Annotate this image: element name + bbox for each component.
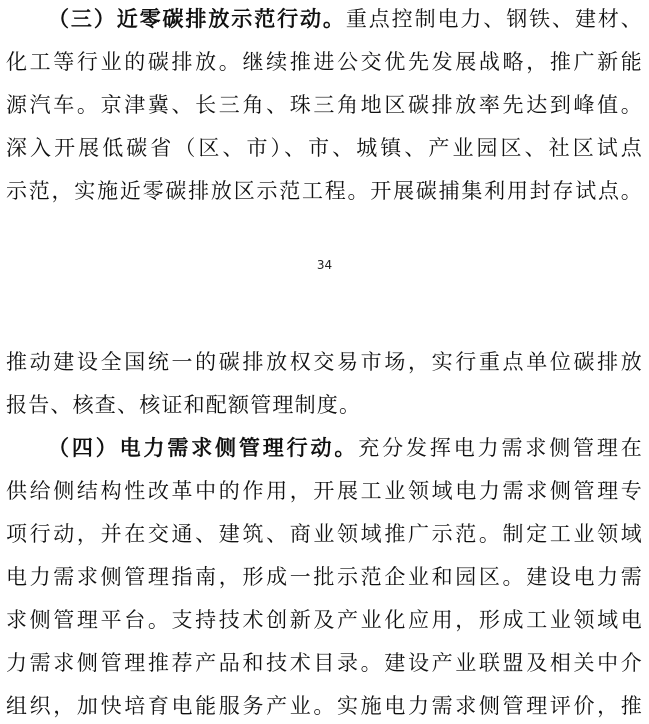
paragraph-line: 组织，加快培育电能服务产业。实施电力需求侧管理评价，推 bbox=[6, 694, 643, 718]
paragraph-text: 充分发挥电力需求侧管理在 bbox=[358, 436, 643, 460]
paragraph-line: 力需求侧管理推荐产品和技术目录。建设产业联盟及相关中介 bbox=[6, 651, 643, 675]
paragraph-text: 重点控制电力、钢铁、建材、 bbox=[345, 7, 643, 31]
section-four-first-line bbox=[48, 433, 643, 463]
paragraph-line: 深入开展低碳省（区、市）、市、城镇、产业园区、社区试点 bbox=[6, 136, 643, 160]
paragraph-line: 化工等行业的碳排放。继续推进公交优先发展战略，推广新能 bbox=[6, 50, 643, 74]
section-three-heading: （三）近零碳排放示范行动。 bbox=[48, 6, 346, 31]
section-three-first-line bbox=[48, 4, 643, 34]
paragraph-line: 源汽车。京津冀、长三角、珠三角地区碳排放率先达到峰值。 bbox=[6, 93, 643, 117]
paragraph-line: 项行动，并在交通、建筑、商业领域推广示范。制定工业领域 bbox=[6, 522, 643, 546]
section-four-heading: （四）电力需求侧管理行动。 bbox=[48, 435, 359, 460]
paragraph-line: 电力需求侧管理指南，形成一批示范企业和园区。建设电力需 bbox=[6, 565, 643, 589]
paragraph-line: 推动建设全国统一的碳排放权交易市场，实行重点单位碳排放 bbox=[6, 350, 643, 374]
paragraph-line: 报告、核查、核证和配额管理制度。 bbox=[6, 393, 362, 417]
paragraph-line: 供给侧结构性改革中的作用，开展工业领域电力需求侧管理专 bbox=[6, 479, 643, 503]
page-number: 34 bbox=[316, 258, 333, 272]
paragraph-line: 示范，实施近零碳排放区示范工程。开展碳捕集利用封存试点。 bbox=[6, 179, 643, 203]
paragraph-line: 求侧管理平台。支持技术创新及产业化应用，形成工业领域电 bbox=[6, 608, 643, 632]
